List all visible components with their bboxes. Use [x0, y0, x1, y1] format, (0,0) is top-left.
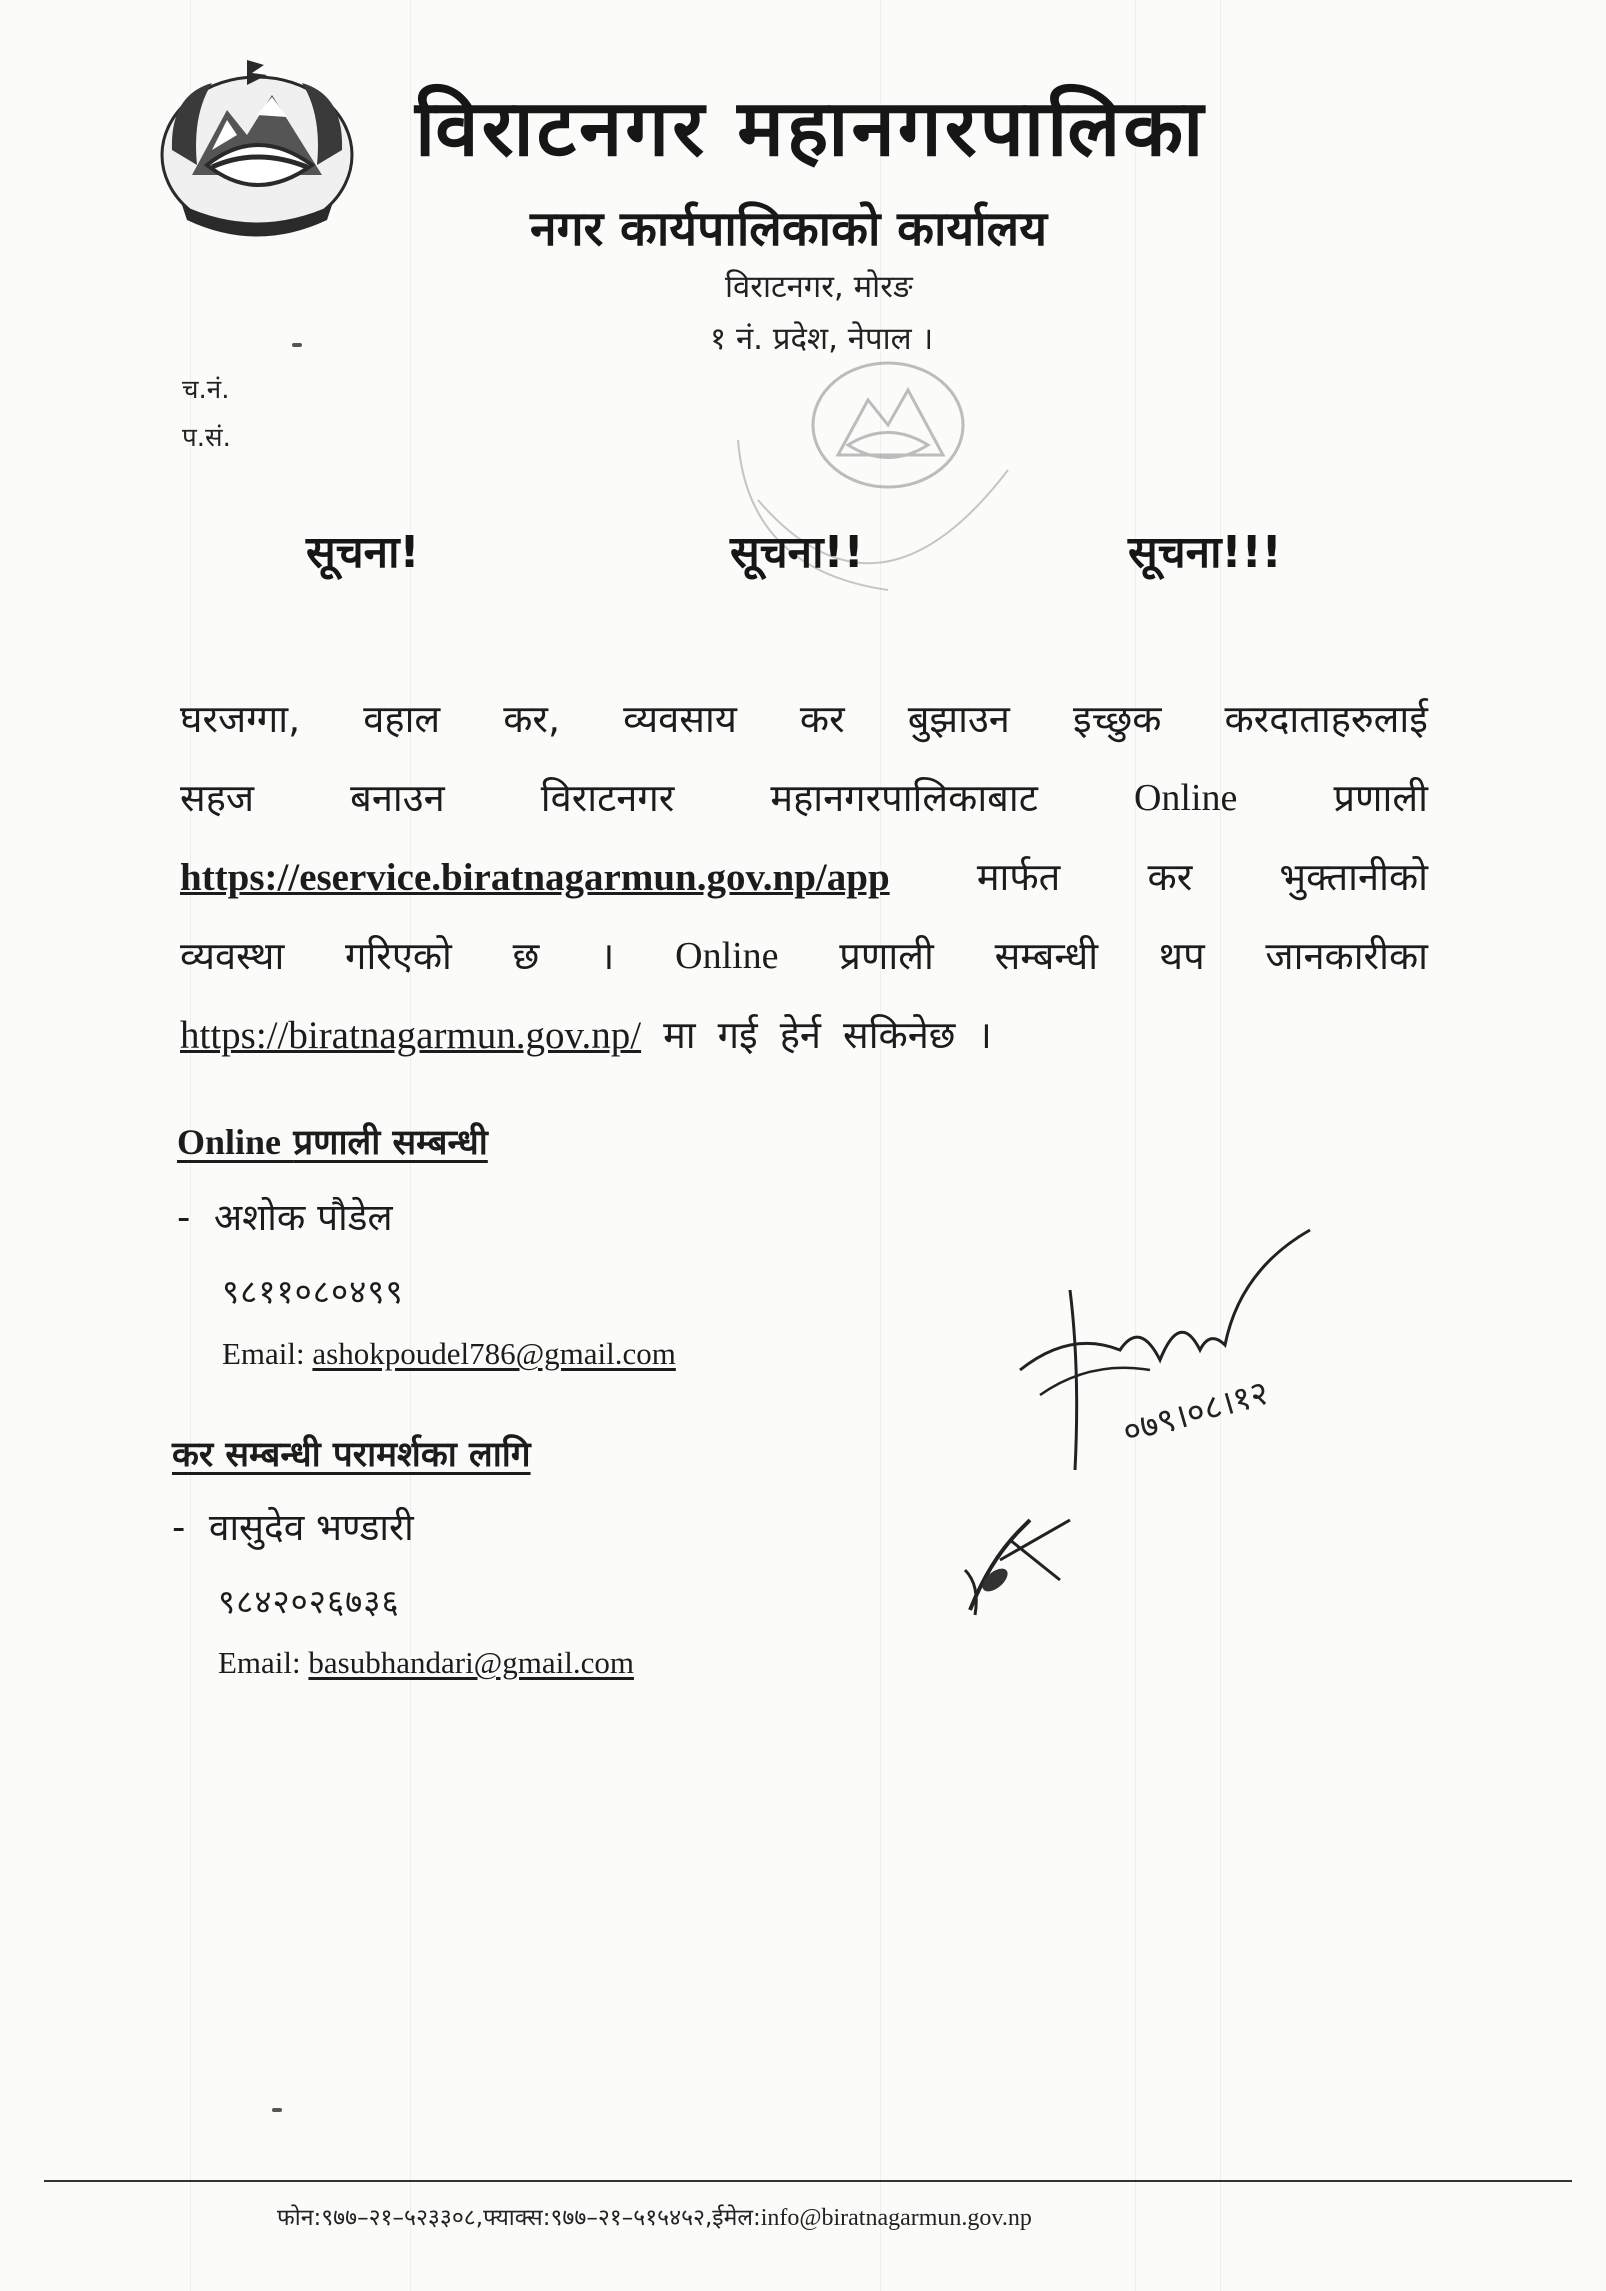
contact-email-1	[222, 1336, 676, 1372]
body-word: वहाल	[363, 697, 441, 741]
body-word: विराटनगर	[540, 776, 675, 820]
contact-heading-online	[177, 1118, 488, 1165]
body-word: बुझाउन	[907, 697, 1010, 741]
body-word: घरजग्गा,	[180, 697, 301, 741]
body-word: बनाउन	[350, 776, 445, 820]
body-word: महानगरपालिकाबाट	[770, 776, 1038, 820]
dash: -	[177, 1196, 214, 1239]
body-word: प्रणाली	[1333, 776, 1428, 820]
body-word: कर	[1147, 855, 1193, 899]
body-line-4	[180, 917, 1428, 996]
scan-speck	[272, 2108, 282, 2112]
contact-heading-tax: कर सम्बन्धी परामर्शका लागि	[172, 1435, 531, 1475]
heading-latin: Online	[177, 1122, 282, 1162]
contact-name-1	[177, 1190, 393, 1241]
body-word: छ	[512, 934, 540, 978]
body-word: ।	[599, 934, 615, 978]
address-line-1: विराटनगर, मोरङ	[725, 269, 913, 305]
letter-number-label: च.नं.	[182, 375, 230, 405]
notice-heading-1: सूचना!	[306, 527, 420, 578]
handwritten-signature-icon	[1010, 1210, 1340, 1480]
notice-heading-2: सूचना!!	[730, 527, 864, 578]
scan-speck	[292, 343, 302, 347]
body-line-5	[180, 996, 1428, 1075]
contact-name-2	[172, 1500, 414, 1551]
body-line-1	[180, 680, 1428, 759]
notice-heading-3: सूचना!!!	[1128, 527, 1282, 578]
email-label: Email:	[218, 1645, 301, 1680]
signature-date: ०७९।०८।१२	[1118, 1372, 1274, 1453]
address-line-2: १ नं. प्रदेश, नेपाल ।	[710, 321, 934, 357]
body-word: ।	[977, 1013, 992, 1057]
municipality-title: विराटनगर महानगरपालिका	[415, 84, 1207, 174]
body-word: व्यवसाय	[623, 697, 737, 741]
body-word: सकिनेछ	[843, 1013, 956, 1057]
website-link[interactable]: https://biratnagarmun.gov.np/	[180, 1014, 642, 1057]
body-word: भुक्तानीको	[1279, 855, 1428, 899]
contact-phone-1: ९८११०८०४९९	[222, 1272, 404, 1311]
contact-name: अशोक पौडेल	[213, 1196, 393, 1239]
eservice-link[interactable]: https://eservice.biratnagarmun.gov.np/app	[180, 856, 890, 899]
email-link[interactable]: basubhandari@gmail.com	[308, 1645, 634, 1680]
heading-text: प्रणाली सम्बन्धी	[293, 1123, 488, 1163]
body-word: इच्छुक	[1072, 697, 1162, 741]
footer-email[interactable]: info@biratnagarmun.gov.np	[760, 2205, 1032, 2231]
body-word: करदाताहरुलाई	[1224, 697, 1428, 741]
footer-phone-fax: फोन:९७७–२१–५२३३०८,फ्याक्स:९७७–२१–५१५४५२,ईमेल:	[277, 2205, 761, 2231]
body-word: कर	[799, 697, 845, 741]
body-line-2	[180, 759, 1428, 838]
fiscal-year-label: प.सं.	[182, 423, 231, 453]
dash: -	[172, 1506, 209, 1549]
body-word: गरिएको	[345, 934, 452, 978]
notice-body	[180, 680, 1428, 1075]
email-link[interactable]: ashokpoudel786@gmail.com	[312, 1336, 676, 1371]
body-word: कर,	[503, 697, 561, 741]
body-word-online: Online	[675, 935, 779, 977]
body-word: मा	[663, 1013, 696, 1057]
body-word: गई	[717, 1013, 758, 1057]
body-word: हेर्न	[779, 1013, 821, 1057]
body-word: प्रणाली	[839, 934, 934, 978]
body-word: सहज	[180, 776, 255, 820]
body-word-online: Online	[1133, 777, 1238, 819]
initial-mark-icon	[950, 1500, 1080, 1630]
body-word: मार्फत	[976, 855, 1061, 899]
contact-email-2	[218, 1645, 634, 1681]
contact-name: वासुदेव भण्डारी	[208, 1506, 414, 1549]
contact-phone-2: ९८४२०२६७३६	[218, 1582, 400, 1621]
email-label: Email:	[222, 1336, 305, 1371]
footer-contact	[277, 2200, 1032, 2232]
government-emblem-icon	[152, 55, 362, 245]
footer-divider	[44, 2180, 1572, 2182]
body-word: जानकारीका	[1265, 934, 1428, 978]
body-word: सम्बन्धी	[994, 934, 1099, 978]
body-word: व्यवस्था	[180, 934, 285, 978]
body-line-3	[180, 838, 1428, 917]
office-subtitle: नगर कार्यपालिकाको कार्यालय	[530, 201, 1048, 257]
body-word: थप	[1158, 934, 1205, 978]
